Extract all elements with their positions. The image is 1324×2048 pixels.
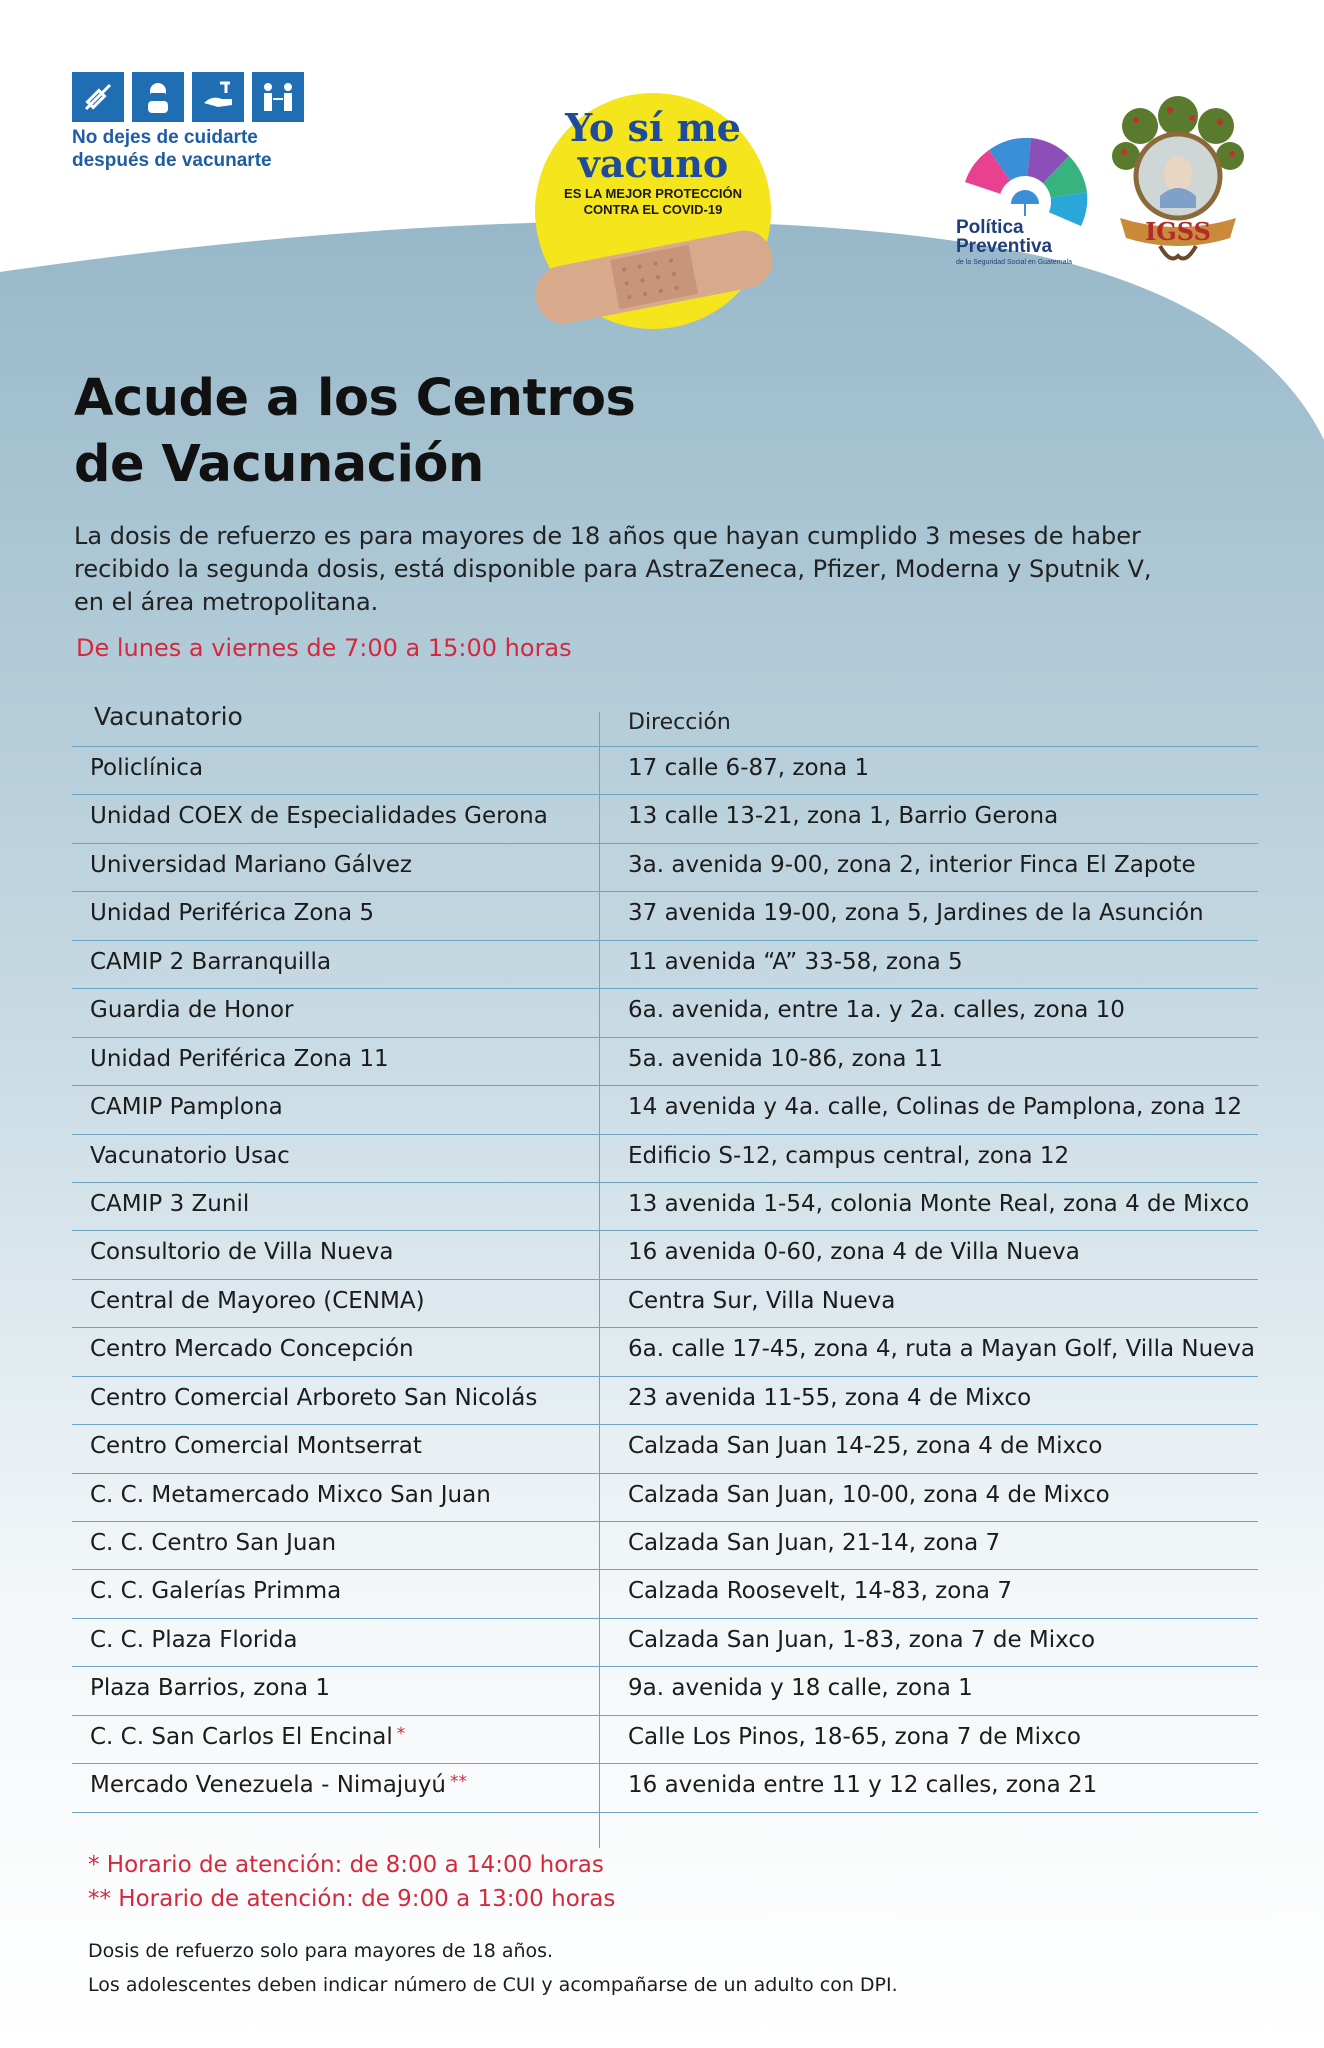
table-row: [72, 989, 1258, 1037]
schedule-text: De lunes a viernes de 7:00 a 15:00 horas: [76, 634, 572, 662]
page-title: [74, 366, 635, 498]
cell-vacunatorio: Vacunatorio Usac: [90, 1142, 290, 1169]
table-row: [72, 747, 1258, 795]
cell-vacunatorio: Plaza Barrios, zona 1: [90, 1675, 331, 1702]
footer-notes: [88, 1934, 898, 2002]
cell-direccion: 17 calle 6-87, zona 1: [628, 755, 870, 781]
cell-direccion: 9a. avenida y 18 calle, zona 1: [628, 1675, 973, 1702]
distance-icon: [252, 72, 304, 122]
cell-vacunatorio: Policlínica: [90, 755, 204, 781]
igss-logo: [1100, 96, 1256, 268]
cell-direccion: Calzada Roosevelt, 14-83, zona 7: [628, 1578, 1012, 1605]
cell-direccion: Calzada San Juan, 21-14, zona 7: [628, 1530, 1001, 1556]
badge-subtitle: ES LA MEJOR PROTECCIÓN CONTRA EL COVID-19: [564, 186, 742, 217]
vaccination-centers-table: [72, 692, 1258, 1813]
cell-direccion: 14 avenida y 4a. calle, Colinas de Pamplona, zona 12: [628, 1094, 1242, 1121]
cell-vacunatorio: Unidad Periférica Zona 5: [90, 900, 375, 927]
table-row: [72, 1522, 1258, 1570]
cell-vacunatorio: Consultorio de Villa Nueva: [90, 1239, 394, 1266]
table-row: [72, 795, 1258, 843]
cell-direccion: Centra Sur, Villa Nueva: [628, 1287, 896, 1314]
cell-vacunatorio: Unidad COEX de Especialidades Gerona: [90, 803, 548, 830]
cell-direccion: Calzada San Juan, 1-83, zona 7 de Mixco: [628, 1626, 1096, 1653]
cell-direccion: 11 avenida “A” 33-58, zona 5: [628, 948, 963, 975]
care-icons: [72, 72, 304, 122]
cell-vacunatorio: C. C. Centro San Juan: [90, 1530, 337, 1556]
table-row: [72, 1425, 1258, 1473]
bandage-icon: [514, 222, 794, 332]
table-row: [72, 1570, 1258, 1618]
cell-vacunatorio: Centro Comercial Arboreto San Nicolás: [90, 1384, 538, 1411]
cell-direccion: Calzada San Juan, 10-00, zona 4 de Mixco: [628, 1481, 1110, 1508]
care-tagline: [72, 126, 272, 172]
cell-vacunatorio: CAMIP 2 Barranquilla: [90, 948, 332, 975]
note-double-asterisk: ** Horario de atención: de 9:00 a 13:00 horas: [88, 1886, 616, 1912]
table-row: [72, 1474, 1258, 1522]
politica-preventiva-wordmark: Política Preventiva: [956, 217, 1053, 257]
vaccine-badge: [534, 92, 772, 330]
table-row: [72, 1377, 1258, 1425]
header-vacunatorio: Vacunatorio: [94, 702, 243, 731]
cell-direccion: 23 avenida 11-55, zona 4 de Mixco: [628, 1384, 1032, 1411]
cell-vacunatorio: CAMIP 3 Zunil: [90, 1190, 250, 1217]
cell-direccion: 6a. avenida, entre 1a. y 2a. calles, zona 10: [628, 997, 1125, 1024]
footnote-mark: **: [449, 1772, 467, 1793]
cell-direccion: Edificio S-12, campus central, zona 12: [628, 1142, 1070, 1169]
footnote-mark: *: [396, 1723, 406, 1744]
table-row: [72, 1231, 1258, 1279]
table-row: [72, 1086, 1258, 1134]
cell-direccion: Calle Los Pinos, 18-65, zona 7 de Mixco: [628, 1723, 1081, 1750]
table-header: [72, 692, 1258, 747]
syringe-icon: [72, 72, 124, 122]
cell-vacunatorio: CAMIP Pamplona: [90, 1094, 283, 1121]
table-row: [72, 1183, 1258, 1231]
table-body: [72, 747, 1258, 1813]
title-line-2: de Vacunación: [74, 435, 484, 494]
cell-vacunatorio: C. C. San Carlos El Encinal *: [90, 1723, 406, 1750]
cell-vacunatorio: C. C. Plaza Florida: [90, 1626, 298, 1653]
table-row: [72, 1280, 1258, 1328]
schedule-notes: [88, 1848, 615, 1916]
cell-direccion: 6a. calle 17-45, zona 4, ruta a Mayan Golf, Villa Nueva: [628, 1336, 1256, 1363]
header-direccion: Dirección: [628, 710, 731, 735]
cell-vacunatorio: Centro Comercial Montserrat: [90, 1433, 422, 1460]
cell-vacunatorio: Guardia de Honor: [90, 997, 294, 1024]
footer-line-1: Dosis de refuerzo solo para mayores de 18 años.: [88, 1940, 554, 1962]
cell-vacunatorio: Universidad Mariano Gálvez: [90, 851, 412, 878]
cell-direccion: 37 avenida 19-00, zona 5, Jardines de la Asunción: [628, 900, 1204, 927]
badge-title: Yo sí me vacuno: [565, 105, 741, 186]
table-row: [72, 1667, 1258, 1715]
cell-direccion: 16 avenida entre 11 y 12 calles, zona 21: [628, 1772, 1098, 1799]
table-row: [72, 1764, 1258, 1812]
cell-direccion: 13 avenida 1-54, colonia Monte Real, zona 4 de Mixco: [628, 1190, 1250, 1217]
cell-vacunatorio: Mercado Venezuela - Nimajuyú **: [90, 1772, 467, 1799]
table-row: [72, 941, 1258, 989]
table-row: [72, 1328, 1258, 1376]
cell-direccion: 3a. avenida 9-00, zona 2, interior Finca El Zapote: [628, 851, 1196, 878]
cell-direccion: 13 calle 13-21, zona 1, Barrio Gerona: [628, 803, 1059, 830]
note-single-asterisk: * Horario de atención: de 8:00 a 14:00 horas: [88, 1852, 604, 1878]
cell-direccion: 16 avenida 0-60, zona 4 de Villa Nueva: [628, 1239, 1080, 1266]
cell-vacunatorio: C. C. Galerías Primma: [90, 1578, 342, 1605]
politica-preventiva-subtitle: de la Seguridad Social en Guatemala: [956, 259, 1072, 266]
table-row: [72, 892, 1258, 940]
cell-direccion: 5a. avenida 10-86, zona 11: [628, 1045, 944, 1072]
cell-vacunatorio: C. C. Metamercado Mixco San Juan: [90, 1481, 491, 1508]
title-line-1: Acude a los Centros: [74, 369, 636, 428]
table-row: [72, 1135, 1258, 1183]
table-row: [72, 1619, 1258, 1667]
cell-vacunatorio: Centro Mercado Concepción: [90, 1336, 414, 1363]
tagline-line-2: después de vacunarte: [72, 150, 272, 171]
footer-line-2: Los adolescentes deben indicar número de CUI y acompañarse de un adulto con DPI.: [88, 1974, 898, 1996]
tagline-line-1: No dejes de cuidarte: [72, 127, 258, 148]
cell-direccion: Calzada San Juan 14-25, zona 4 de Mixco: [628, 1433, 1103, 1460]
cell-vacunatorio: Central de Mayoreo (CENMA): [90, 1287, 425, 1314]
mask-icon: [132, 72, 184, 122]
table-row: [72, 1038, 1258, 1086]
hand-wash-icon: [192, 72, 244, 122]
table-row: [72, 1716, 1258, 1764]
intro-paragraph: La dosis de refuerzo es para mayores de 18 años que hayan cumplido 3 meses de haber recibido la segunda dosis, está disponible para AstraZeneca, Pfizer, Moderna y Sputnik V, en el área metropolitana.: [74, 522, 1152, 616]
svg-text:IGSS: IGSS: [1145, 217, 1211, 246]
table-row: [72, 844, 1258, 892]
cell-vacunatorio: Unidad Periférica Zona 11: [90, 1045, 389, 1072]
